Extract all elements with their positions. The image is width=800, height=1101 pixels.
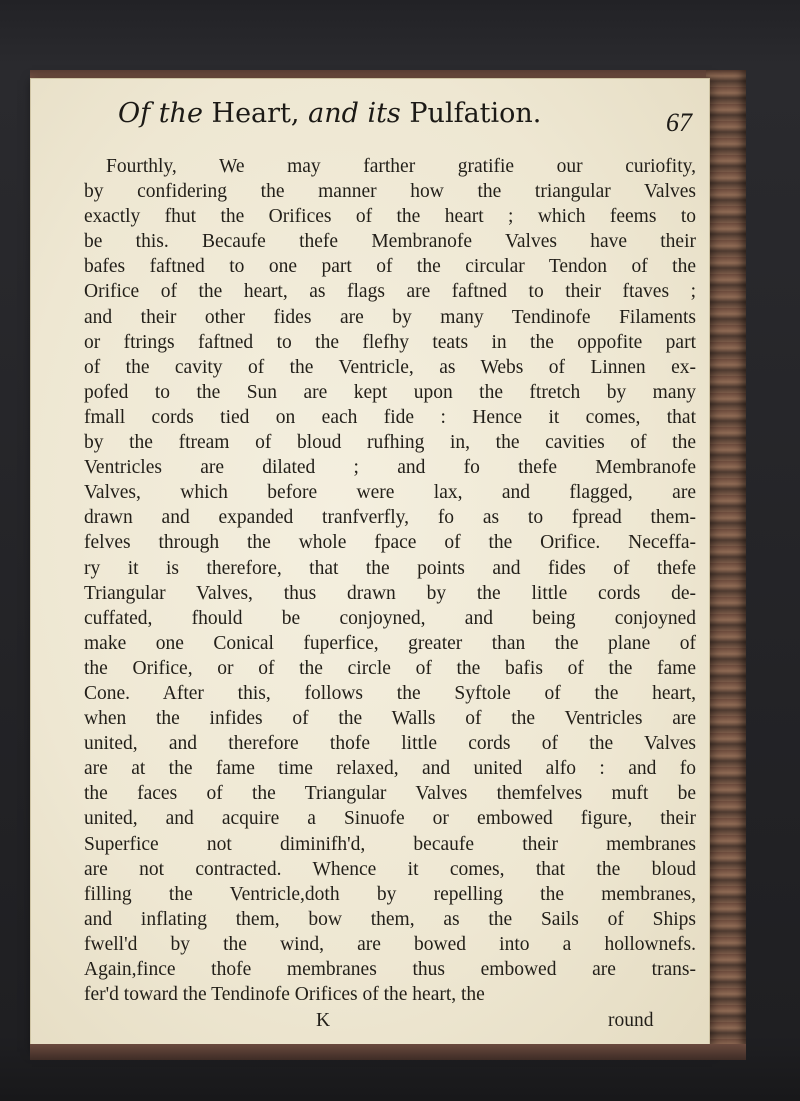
text-line: Orifice of the heart, as flags are faftned to their ftaves ;	[84, 281, 696, 303]
text-line: Triangular Valves, thus drawn by the little cords de-	[84, 582, 696, 604]
text-line: of the cavity of the Ventricle, as Webs of Linnen ex-	[84, 356, 696, 378]
text-line: bafes faftned to one part of the circular Tendon of the	[84, 256, 696, 278]
text-line: united, and acquire a Sinuofe or embowed figure, their	[84, 808, 696, 830]
text-line: fwell'd by the wind, are bowed into a hollownefs.	[84, 933, 696, 955]
page-number: 67	[666, 108, 692, 137]
text-line: when the infides of the Walls of the Ventricles are	[84, 708, 696, 730]
signature-mark: K	[316, 1010, 331, 1031]
text-line: Ventricles are dilated ; and fo thefe Membranofe	[84, 457, 696, 479]
text-line: fmall cords tied on each fide : Hence it comes, that	[84, 406, 696, 428]
text-line: or ftrings faftned to the flefhy teats in the oppofite part	[84, 331, 696, 353]
text-line: are not contracted. Whence it comes, that the bloud	[84, 858, 696, 880]
running-head	[118, 98, 541, 129]
book-cover-edge-bottom	[30, 1044, 746, 1060]
text-line: felves through the whole fpace of the Orifice. Neceffa-	[84, 532, 696, 554]
text-line: Again,fince thofe membranes thus embowed are trans-	[84, 959, 696, 980]
running-head-middle: Heart,	[211, 98, 300, 129]
text-line: are at the fame time relaxed, and united alfo : and fo	[84, 758, 696, 780]
text-line: united, and therefore thofe little cords of the Valves	[84, 733, 696, 755]
text-line: ry it is therefore, that the points and fides of thefe	[84, 557, 696, 579]
text-line: be this. Becaufe thefe Membranofe Valves have their	[84, 231, 696, 253]
text-line: Superfice not diminifh'd, becaufe their membranes	[84, 833, 696, 855]
text-line: exactly fhut the Orifices of the heart ; which feems to	[84, 206, 696, 228]
book-binding	[706, 70, 746, 1060]
text-line: Cone. After this, follows the Syftole of the heart,	[84, 682, 696, 704]
text-line: Fourthly, We may farther gratifie our curiofity,	[106, 156, 696, 177]
text-line: the Orifice, or of the circle of the bafis of the fame	[84, 657, 696, 679]
text-line: and their other fides are by many Tendinofe Filaments	[84, 306, 696, 328]
text-line: the faces of the Triangular Valves themfelves muft be	[84, 783, 696, 805]
text-line: by confidering the manner how the triangular Valves	[84, 181, 696, 203]
running-head-suffix: Pulfation.	[409, 98, 542, 129]
text-line: make one Conical fuperfice, greater than the plane of	[84, 632, 696, 654]
text-line: by the ftream of bloud rufhing in, the cavities of the	[84, 432, 696, 454]
running-head-prefix: Of the	[118, 98, 203, 129]
text-line: cuffated, fhould be conjoyned, and being conjoyned	[84, 607, 696, 629]
text-line: pofed to the Sun are kept upon the ftretch by many	[84, 381, 696, 403]
text-line: Valves, which before were lax, and flagged, are	[84, 482, 696, 504]
text-line: filling the Ventricle,doth by repelling the membranes,	[84, 883, 696, 905]
catchword: round	[608, 1010, 654, 1031]
text-line: drawn and expanded tranfverfly, fo as to fpread them-	[84, 507, 696, 529]
text-line: and inflating them, bow them, as the Sails of Ships	[84, 908, 696, 930]
body-text	[84, 154, 696, 1007]
text-line: fer'd toward the Tendinofe Orifices of the heart, the	[84, 984, 485, 1006]
running-head-conj: and its	[308, 98, 401, 129]
